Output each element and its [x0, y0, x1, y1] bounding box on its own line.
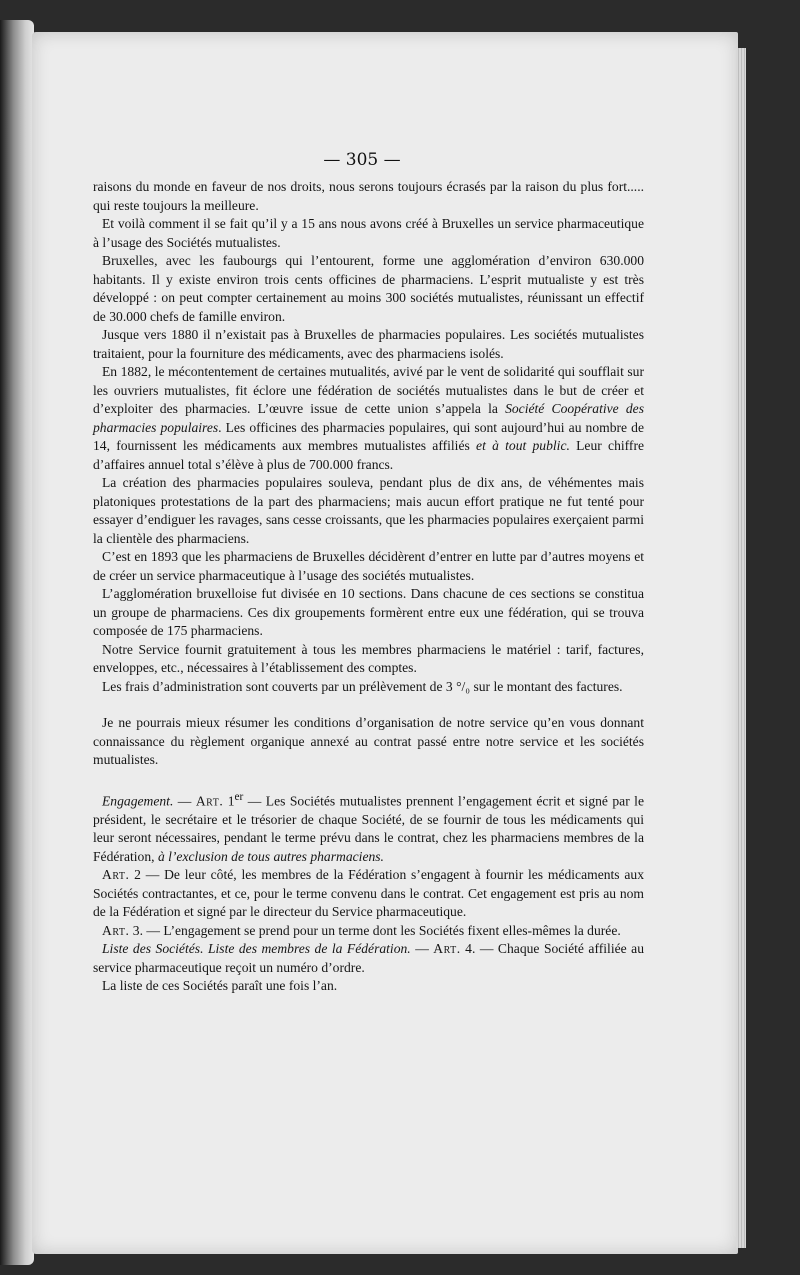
text-run: Leur chiffre d’affaires annuel total s’élève à plus de 700.000 francs. — [93, 438, 645, 472]
text-run: — — [173, 793, 196, 809]
text-run: sur le montant des factures. — [470, 678, 623, 694]
paragraph: Et voilà comment il se fait qu’il y a 15 ans nous avons créé à Bruxelles un service pharmaceutique à l’usage des Sociétés mutualistes. — [93, 216, 644, 250]
text-run: 4. — Chaque Société affiliée au service pharmaceutique reçoit un numéro d’ordre. — [93, 941, 644, 975]
paragraph — [93, 866, 644, 922]
percent-sign: °/₀ — [456, 678, 471, 694]
spacer — [93, 770, 644, 788]
book-page — [32, 32, 738, 1254]
paragraph: C’est en 1893 que les pharmaciens de Bruxelles décidèrent d’entrer en lutte par d’autres moyens et de créer un service pharmaceutique à l’usage des sociétés mutualistes. — [93, 549, 644, 583]
article-label: Art. — [102, 922, 130, 938]
text-run: . Les officines des pharmacies populaires, qui sont aujourd’hui au nombre de 14, fournissent les médicaments aux membres mutualistes affiliés — [93, 419, 644, 453]
paragraph: L’agglomération bruxelloise fut divisée en 10 sections. Dans chacune de ces sections se constitua un groupe de pharmaciens. Ces dix groupements formèrent entre eux une fédération, qui se trouva composée de 175 pharmaciens. — [93, 586, 644, 638]
paragraph: Bruxelles, avec les faubourgs qui l’entourent, forme une agglomération d’environ 630.000 habitants. Il y existe environ trois cents officines de pharmaciens. L’esprit mutualiste y est très développé : on peut compter certainement au moins 300 sociétés mutualistes, réunissant un effectif de 30.000 chefs de famille environ. — [93, 253, 644, 324]
paragraph: Je ne pourrais mieux résumer les conditions d’organisation de notre service qu’en vous donnant connaissance du règlement organique annexé au contrat passé entre notre service et les sociétés mutualistes. — [93, 715, 644, 767]
text-run: — Les Sociétés mutualistes prennent l’engagement écrit et signé par le président, le secrétaire et le trésorier de chaque Société, de se fournir de tous les médicaments qui leur seront nécessaires, pendant le terme prévu dans le contrat, chez les pharmaciens membres de la Fédération, — [93, 793, 644, 864]
paragraph: La création des pharmacies populaires souleva, pendant plus de dix ans, de véhémentes mais platoniques protestations de la part des pharmaciens; mais aucun effort pratique ne fut tenté pour essayer d’endiguer les ravages, sans cesse croissants, que les pharmacies populaires exerçaient parmi la clientèle des pharmaciens. — [93, 475, 644, 546]
paragraph: Notre Service fournit gratuitement à tous les membres pharmaciens le matériel : tarif, factures, enveloppes, etc., nécessaires à l’établissement des comptes. — [93, 641, 644, 675]
text-run: — — [410, 941, 434, 957]
article-label: Art. — [195, 793, 224, 809]
section-heading: Engagement. — [102, 793, 174, 809]
paragraph: Jusque vers 1880 il n’existait pas à Bruxelles de pharmacies populaires. Les sociétés mutualistes traitaient, pour la fourniture des médicaments, avec des pharmaciens isolés. — [93, 327, 644, 361]
text-run: 1 — [223, 793, 235, 809]
text-run: En 1882, le mécontentement de certaines mutualités, avivé par le vent de solidarité qui soufflait sur les ouvriers mutualistes, fit éclore une fédération de sociétés mutualistes dans le but de créer et d’exploiter des pharmacies. L’œuvre issue de cette union s’appela la — [93, 364, 644, 416]
paragraph — [93, 678, 644, 697]
page-body — [93, 178, 644, 996]
section-heading: Liste des Sociétés. Liste des membres de la Fédération. — [102, 941, 411, 957]
page-stack-edge — [736, 48, 746, 1248]
ordinal-superscript: er — [234, 790, 244, 803]
article-label: Art. — [433, 941, 461, 957]
paragraph: La liste de ces Sociétés paraît une fois l’an. — [102, 978, 338, 994]
italic-phrase: et à tout public. — [476, 438, 570, 453]
facing-page-edge — [0, 20, 34, 1265]
paragraph — [93, 788, 644, 867]
italic-title: Société Coopérative des pharmacies populaires — [93, 401, 644, 435]
text-run: Les frais d’administration sont couverts par un prélèvement de 3 — [102, 678, 457, 694]
paragraph — [93, 363, 644, 474]
page-number: — 305 — — [323, 150, 401, 170]
text-run: 3. — L’engagement se prend pour un terme dont les Sociétés fixent elles-mêmes la durée. — [129, 922, 621, 938]
text-run: 2 — De leur côté, les membres de la Fédération s’engagent à fournir les médicaments aux Sociétés contractantes, et ce, pour le terme convenu dans le contrat. Cet engagement est pris au nom de la Fédération et signé par le directeur du Service pharmaceutique. — [93, 867, 644, 920]
paragraph — [93, 940, 644, 977]
article-label: Art. — [102, 867, 130, 883]
spacer — [93, 696, 644, 714]
italic-phrase: à l’exclusion de tous autres pharmaciens. — [157, 848, 384, 864]
paragraph: raisons du monde en faveur de nos droits, nous serons toujours écrasés par la raison du plus fort..... qui reste toujours la meilleure. — [93, 179, 644, 213]
paragraph — [93, 922, 644, 941]
